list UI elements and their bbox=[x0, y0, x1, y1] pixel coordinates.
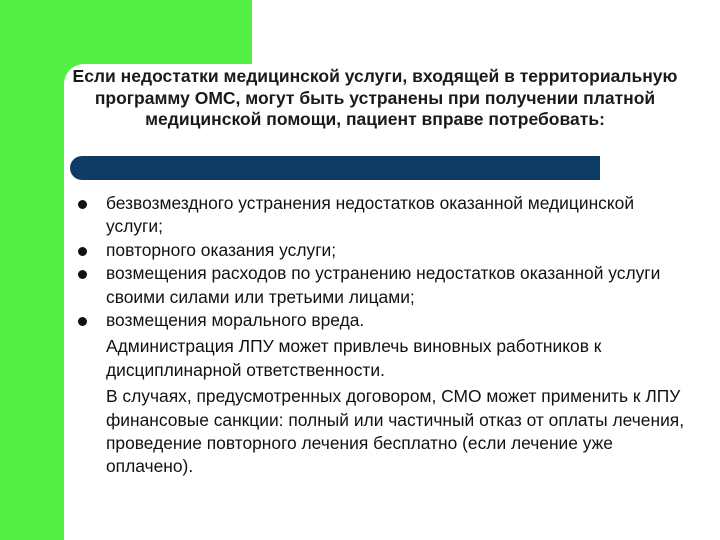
bullet-text: безвозмездного устранения недостатков оказанной медицинской услуги; bbox=[106, 193, 635, 237]
bullet-item bbox=[74, 239, 694, 262]
bullet-item bbox=[74, 192, 694, 239]
paragraph-smo-sanctions: В случаях, предусмотренных договором, СМО может применить к ЛПУ финансовые санкции: полный или частичный отказ от оплаты лечения, проведение повторного лечения бесплатно (если лечение уже оплачено). bbox=[106, 386, 685, 477]
bullet-text: возмещения расходов по устранению недостатков оказанной услуги своими силами или третьими лицами; bbox=[106, 263, 661, 307]
bullet-text: возмещения морального вреда. bbox=[106, 310, 365, 331]
bullet-text: повторного оказания услуги; bbox=[106, 239, 337, 260]
paragraph-administration: Администрация ЛПУ может привлечь виновных работников к дисциплинарной ответственности. bbox=[106, 336, 602, 380]
bullet-item bbox=[74, 309, 694, 332]
slide-title: Если недостатки медицинской услуги, входящей в территориальную программу ОМС, могут быть устранены при получении платной медицинской помощи, пациент вправе потребовать: bbox=[72, 66, 678, 129]
bullet-dot-icon bbox=[78, 247, 87, 256]
bullet-dot-icon bbox=[78, 317, 87, 326]
bullet-item bbox=[74, 262, 694, 309]
top-right-background bbox=[252, 0, 720, 64]
bullet-dot-icon bbox=[78, 270, 87, 279]
slide-body bbox=[74, 192, 694, 479]
title-underline-bar bbox=[70, 156, 600, 180]
bullet-dot-icon bbox=[78, 200, 87, 209]
